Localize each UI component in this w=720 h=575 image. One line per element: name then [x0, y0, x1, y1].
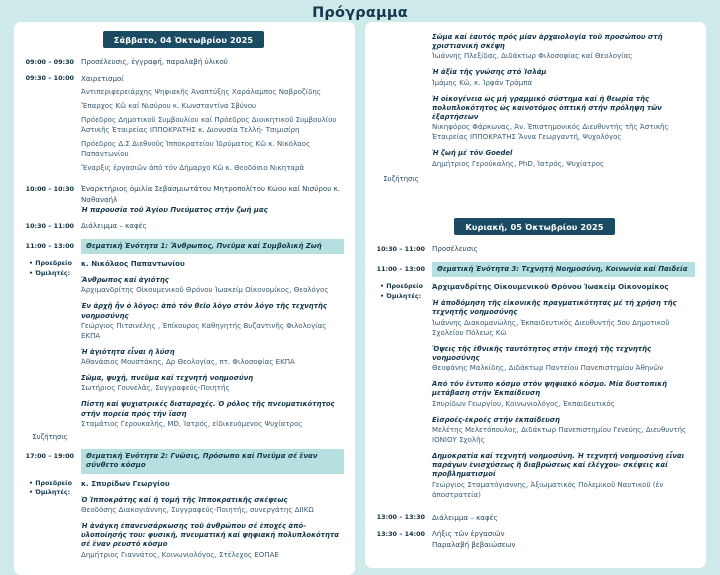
day2-card — [365, 22, 706, 568]
talk-item — [432, 299, 695, 337]
day1-registration-row — [23, 57, 344, 68]
speakers-label: • Όμιλητές: — [29, 269, 71, 277]
talk-speaker: Θεοφάνης Μαλκίδης, Διδάκτωρ Παντείου Πανεπιστημίου Ἀθηνῶν — [432, 363, 664, 373]
talk-item — [81, 302, 344, 340]
talk-speaker: Γεώργιος Πιτσινέλης , Ἐπίκουρος Καθηγητής Βυζαντινῆς Φιλολογίας ΕΚΠΑ — [81, 320, 327, 340]
registration-text: Προσέλευσις — [432, 244, 478, 254]
talk-title: Ἡ οἰκογένεια ὡς μή γραμμικό σύστημα καί ἡ θεωρία τῆς πολυπλοκότητος ὡς καινοτόμος ὀπτική στήν πρόληψη τῶν ἐξαρτήσεων — [432, 94, 662, 122]
time-label: 11:00 – 13:00 — [376, 264, 425, 273]
talk-speaker: Θεοδόσης Διακογιάννης, Συγγραφεύς-Ποιητής, συνεργάτης ΔΙΙΚΩ — [81, 504, 314, 514]
day2-registration-row — [374, 244, 695, 255]
day1-break-row — [23, 221, 344, 232]
chair-label: • Προεδρείο — [29, 479, 72, 487]
session3-chair-row — [374, 282, 695, 499]
day1-greetings-row — [23, 74, 344, 174]
day2-date-wrap — [374, 218, 695, 235]
day2-date-banner: Κυριακή, 05 Ὀκτωβρίου 2025 — [454, 218, 614, 235]
talk-title: Ἡ ἁγιότητα εἶναι ἡ λύση — [81, 347, 175, 356]
talk-item — [81, 348, 344, 367]
talk-speaker: Ἰωάννης Διακομανώλης, Ἐκπαιδευτικός Διευθυντής 5ου Δημοτικοῦ Σχολείου Πόλεως Κῶ — [432, 317, 670, 337]
time-label: 11:00 – 13:00 — [25, 241, 74, 250]
role-labels — [374, 282, 432, 302]
list-item: Ἔναρξις ἐργασιῶν ἀπό τόν Δήμαρχο Κῶ κ. Θεοδόσιο Νικηταρᾶ — [81, 163, 305, 173]
time-label: 13:00 – 13:30 — [376, 513, 425, 522]
talk-item — [432, 380, 695, 408]
talk-speaker: Σωτήριος Γουνελᾶς, Συγγραφεύς-Ποιητής — [81, 383, 230, 393]
talk-speaker: Ἀρχιμανδρίτης Οἰκουμενικοῦ Θρόνου Ἰωακείμ Οἰκονομίκος, Θεολόγος — [81, 285, 329, 295]
keynote-line2: Ἡ παρουσία τοῦ Ἁγίου Πνεύματος στήν ζωή μας — [81, 205, 268, 214]
time-label: 09:30 – 10:00 — [25, 74, 74, 83]
session-title-bar: Θεματική Ἑνότητα 1: Ἄνθρωπος, Πνεῦμα καί Συμβολική Ζωή — [81, 239, 344, 254]
role-labels — [23, 259, 81, 279]
list-item: Ἔπαρχος Κῶ καί Νισύρου κ. Κωνσταντίνα Σβύνου — [81, 101, 257, 111]
talk-title: Ἄνθρωπος καί ἁγιότης — [81, 276, 169, 285]
talk-item — [432, 345, 695, 373]
day1-card — [14, 22, 355, 575]
list-item: Πρόεδρος Δημοτικοῦ Συμβουλίου καί Πρόεδρος Διοικητικοῦ Συμβουλίου Ἀστικῆς Ἑταιρείας ΙΠΠΟΚΡΑΤΗΣ κ. Διονυσία Τελλή- Τσιμισίρη — [81, 115, 337, 135]
talk-title: Σῶμα καί ἑαυτός πρός μίαν ἀρχαιολογία τοῦ προσώπου στή χριστιανική σκέψη — [432, 33, 663, 51]
session1-header-row — [23, 239, 344, 254]
talk-speaker: Γεώργιος Σταματόγιαννης, Ἀξιωματικός Πολεμικοῦ Ναυτικοῦ (ἐν ἀποστρατεία) — [432, 479, 664, 499]
talk-title: Ὄψεις τῆς ἐθνικῆς ταυτότητος στήν ἐποχή τῆς τεχνητῆς νοημοσύνης — [432, 344, 652, 362]
page-title: Πρόγραμμα — [312, 5, 408, 21]
keynote-line1: Ἐναρκτήριος ὁμιλία Σεβασμιωτάτου Μητροπολίτου Κώου καί Νισύρου κ. Ναθαναήλ — [81, 184, 341, 204]
talk-title: Ὁ Ἱπποκράτης καί ἡ τομή τῆς Ἱπποκρατικῆς σκέψεως — [81, 495, 288, 504]
session3-header-row — [374, 262, 695, 277]
time-label: 10:00 – 10:30 — [25, 184, 74, 193]
speakers-label: • Όμιλητές: — [29, 489, 71, 497]
day1-date-banner: Σάββατο, 04 Ὀκτωβρίου 2025 — [103, 31, 264, 48]
chair-name: κ. Σπυρίδων Γεωργίου — [81, 478, 170, 488]
talk-item — [432, 416, 695, 445]
talk-speaker: Δημήτριος Γιαννάτος, Κοινωνιολόγος, Στέλεχος ΕΟΠΑΕ — [81, 549, 279, 559]
talk-title: Ἐν ἀρχῇ ἦν ὁ λόγος: ἀπό τόν θεῖο λόγο στόν λόγο τῆς τεχνητῆς νοημοσύνης — [81, 302, 327, 320]
talk-speaker: Ἰωάννης Πλεξίδας, Διδάκτωρ Φιλοσοφίας καί Θεολογίας — [432, 51, 633, 61]
session-title-bar: Θεματική Ἑνότητα 3: Τεχνητή Νοημοσύνη, Κοινωνία καί Παιδεία — [432, 262, 695, 277]
list-item: Πρόεδρος Δ.Σ Διεθνοῦς Ἱπποκρατείου Ἱδρύματος Κῶ κ. Νικόλαος Παπαντωνίου — [81, 139, 311, 159]
chair-name: κ. Νικόλαος Παπαντωνίου — [81, 259, 185, 269]
break-text: Διάλειμμα – καφές — [81, 221, 147, 231]
registration-text: Προσέλευσις, ἐγγραφή, παραλαβή ὑλικοῦ — [81, 57, 228, 66]
talk-title: Εἰσροές-ἐκροές στήν ἐκπαίδευση — [432, 415, 560, 424]
session2-header-row — [23, 449, 344, 473]
chair-label: • Προεδρείο — [29, 260, 72, 268]
talk-title: Ἡ ἀποδόμηση τῆς εἰκονικῆς πραγματικότητας μέ τή χρήση τῆς τεχνητῆς νοημοσύνης — [432, 299, 677, 317]
talk-item — [432, 95, 695, 143]
day1-continued-discussion-row — [374, 175, 695, 185]
talk-item — [432, 149, 695, 168]
chair-label: • Προεδρείο — [380, 283, 423, 291]
talk-title: Ἡ ζωή μέ τόν Goedel — [432, 149, 513, 158]
talk-item — [81, 374, 344, 393]
time-label: 13:30 – 14:00 — [376, 529, 425, 538]
discussion-label: Συζήτησις — [383, 174, 419, 183]
talk-title: Σῶμα, ψυχή, πνεῦμα καί τεχνητή νοημοσύνη — [81, 374, 254, 383]
day1-continued-row — [374, 31, 695, 169]
talk-speaker: Σπυρίδων Γεωργίου, Κοινωνιολόγος, Ἐκπαιδευτικός — [432, 398, 615, 408]
greetings-list — [81, 87, 344, 173]
session2-chair-row — [23, 479, 344, 560]
session-title-bar: Θεματική Ἑνότητα 2: Γνῶσις, Πρόσωπο καί Πνεῦμα σέ ἕναν σύνθετο κόσμο — [81, 449, 344, 473]
talk-item — [432, 33, 695, 61]
talk-item — [81, 496, 344, 515]
talk-speaker: Δημήτριος Γερούκαλης, PhD, Ἰατρός, Ψυχίατρος — [432, 158, 605, 168]
chair-name: Ἀρχιμανδρίτης Οἰκουμενικοῦ Θρόνου Ἰωακείμ Οἰκονομίκος — [432, 282, 669, 292]
talk-item — [81, 400, 344, 428]
talk-item — [81, 522, 344, 560]
time-label: 10:30 – 11:00 — [376, 244, 425, 253]
day2-break-row — [374, 513, 695, 524]
talk-speaker: Μελέτης Μελετόπουλος, Διδάκτωρ Πανεπιστημίου Γενεύης, Διευθυντής ΙΟΝΙΟΥ Σχολῆς — [432, 424, 687, 444]
role-labels — [23, 479, 81, 499]
closing-line2: Παραλαβή βεβαιώσεων — [432, 539, 516, 549]
talk-title: Ἀπό τόν ἔντυπο κόσμο στόν ψηφιακό κόσμο. Μία δυστοπική μετάβαση στήν Ἐκπαίδευση — [432, 380, 668, 398]
talk-item — [432, 68, 695, 87]
talk-title: Δημοκρατία καί τεχνητή νοημοσύνη. Ἡ τεχνητή νοημοσύνη εἶναι παράγων ἐνισχύσεως ἤ διαβρώσεως καί ἐλέγχου- σκέψεις καί προβληματισμοί — [432, 451, 685, 479]
closing-line1: Λήξις τῶν ἐργασιῶν — [432, 529, 505, 539]
time-label: 09:00 – 09:30 — [25, 57, 74, 66]
discussion-label: Συζήτησις — [32, 432, 68, 441]
session1-discussion-row — [23, 433, 344, 443]
time-label: 17:00 – 19:00 — [25, 452, 74, 461]
session1-chair-row — [23, 259, 344, 429]
time-spacer — [374, 31, 432, 32]
talk-speaker: Ἀθανάσιος Μουστάκης, Δρ Θεολογίας, πτ. Φιλοσοφίας ΕΚΠΑ — [81, 357, 295, 367]
day2-closing-row — [374, 529, 695, 550]
talk-title: Ἡ ἀνάγκη ἐπανενσάρκωσης τοῦ ἀνθρώπου σέ ἐποχές ἀπό-υλοποίησής του: φυσική, πνευματική καί ψηφιακή πολυπλοκότητα σέ ἕναν ρευστό κόσμο — [81, 521, 339, 549]
talk-speaker: Ἰμάμης Κῶ, κ. Ἰρφάν Τράμπα — [432, 77, 533, 87]
talk-item — [432, 452, 695, 500]
talk-speaker: Νικηφόρος Φάρκωνας, Ἀν. Ἐπιστημονικός Διευθυντής τῆς Ἀστικῆς Ἑταιρείας ΙΠΠΟΚΡΑΤΗΣ Ἄννα Γεωργαντή, Ψυχολόγος — [432, 122, 669, 142]
time-label: 10:30 – 11:00 — [25, 221, 74, 230]
day1-keynote-row — [23, 184, 344, 215]
speakers-label: • Όμιλητές: — [380, 293, 422, 301]
program-columns — [0, 22, 720, 575]
list-item: Ἀντιπεριφερειάρχης Ψηφιακῆς Ἀναπτύξης Χαράλαμπος Ναβροζίδης — [81, 87, 322, 97]
talk-title: Πίστη καί ψυχιατρικές διαταραχές. Ὁ ρόλος τῆς πνευματικότητος στήν πορεία πρός τήν ἴαση — [81, 400, 335, 418]
greetings-heading: Χαιρετισμοί — [81, 73, 124, 83]
talk-speaker: Σταμάτιος Γερουκαλής, MD, Ἰατρός, εἰδικευόμενος Ψυχίατρος — [81, 418, 303, 428]
talk-item — [81, 276, 344, 295]
break-text: Διάλειμμα – καφές — [432, 512, 498, 522]
talk-title: Ἡ ἀξία τῆς γνώσης στό Ἰσλάμ — [432, 68, 547, 77]
day1-date-wrap — [23, 31, 344, 48]
